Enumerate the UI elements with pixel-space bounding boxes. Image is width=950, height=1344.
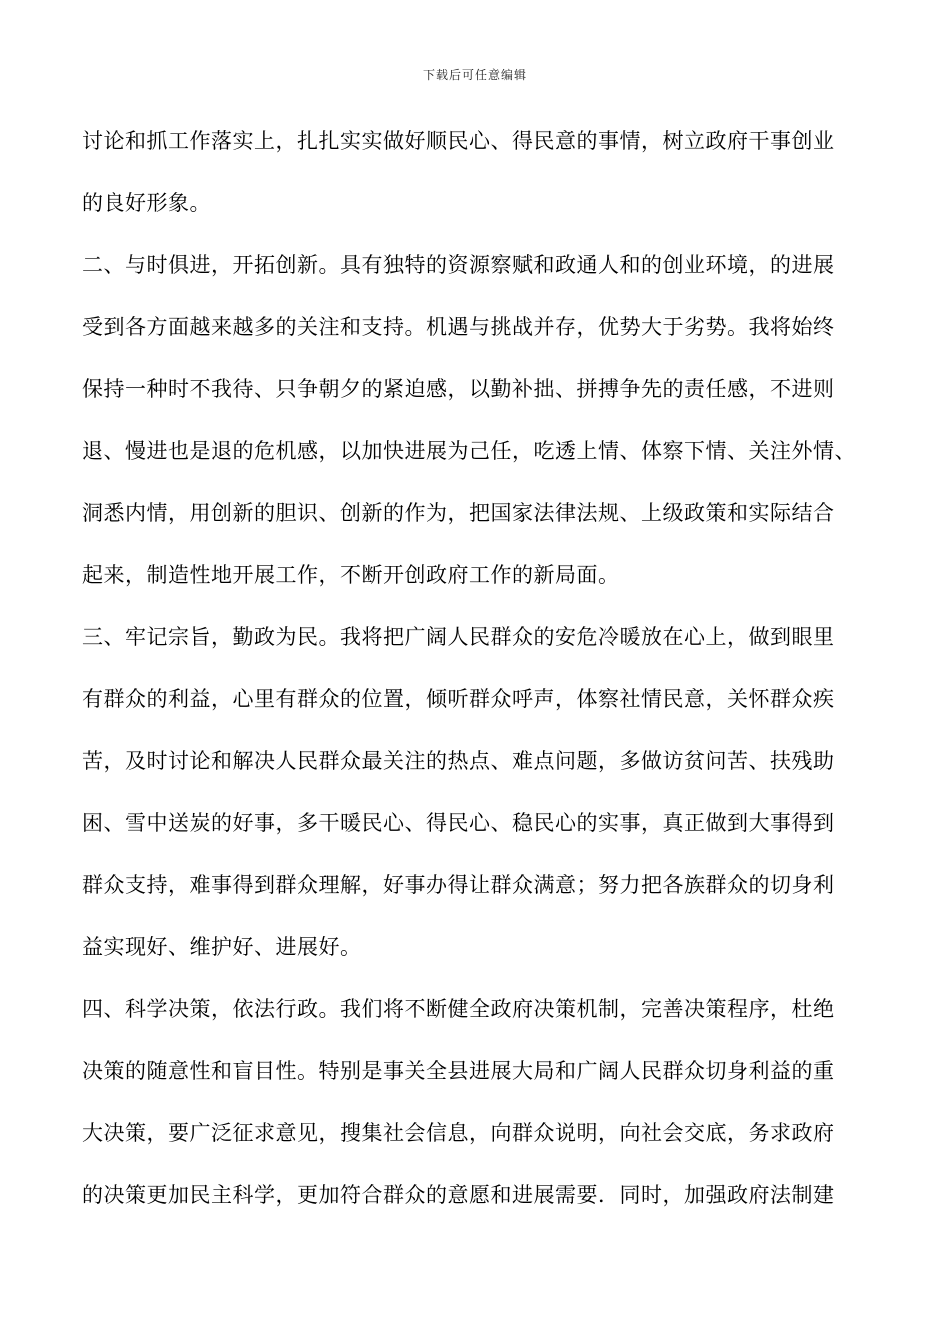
- page-header-note: 下载后可任意编辑: [422, 68, 527, 82]
- body-line: 受到各方面越来越多的关注和支持。机遇与挑战并存，优势大于劣势。我将始终: [82, 315, 835, 339]
- body-line: 三、牢记宗旨，勤政为民。我将把广阔人民群众的安危冷暖放在心上，做到眼里: [82, 625, 835, 649]
- body-line: 四、科学决策，依法行政。我们将不断健全政府决策机制，完善决策程序，杜绝: [82, 997, 835, 1021]
- body-line: 群众支持，难事得到群众理解，好事办得让群众满意；努力把各族群众的切身利: [82, 873, 835, 897]
- document-body: [82, 110, 882, 1226]
- body-line: 困、雪中送炭的好事，多干暖民心、得民心、稳民心的实事，真正做到大事得到: [82, 811, 835, 835]
- body-line: 有群众的利益，心里有群众的位置，倾听群众呼声，体察社情民意，关怀群众疾: [82, 687, 835, 711]
- body-line: 益实现好、维护好、进展好。: [82, 935, 362, 959]
- body-line: 保持一种时不我待、只争朝夕的紧迫感，以勤补拙、拼搏争先的责任感，不进则: [82, 377, 835, 401]
- body-line: 起来，制造性地开展工作，不断开创政府工作的新局面。: [82, 563, 620, 587]
- body-line: 的良好形象。: [82, 191, 211, 215]
- body-line: 洞悉内情，用创新的胆识、创新的作为，把国家法律法规、上级政策和实际结合: [82, 501, 835, 525]
- body-line: 讨论和抓工作落实上，扎扎实实做好顺民心、得民意的事情，树立政府干事创业: [82, 129, 835, 153]
- body-line: 的决策更加民主科学，更加符合群众的意愿和进展需要．同时，加强政府法制建: [82, 1183, 835, 1207]
- body-line: 大决策，要广泛征求意见，搜集社会信息，向群众说明，向社会交底，务求政府: [82, 1121, 835, 1145]
- body-line: 苦，及时讨论和解决人民群众最关注的热点、难点问题，多做访贫问苦、扶残助: [82, 749, 835, 773]
- body-line: 退、慢进也是退的危机感，以加快进展为己任，吃透上情、体察下情、关注外情、: [82, 439, 856, 463]
- body-line: 决策的随意性和盲目性。特别是事关全县进展大局和广阔人民群众切身利益的重: [82, 1059, 835, 1083]
- body-line: 二、与时俱进，开拓创新。具有独特的资源察赋和政通人和的创业环境，的进展: [82, 253, 835, 277]
